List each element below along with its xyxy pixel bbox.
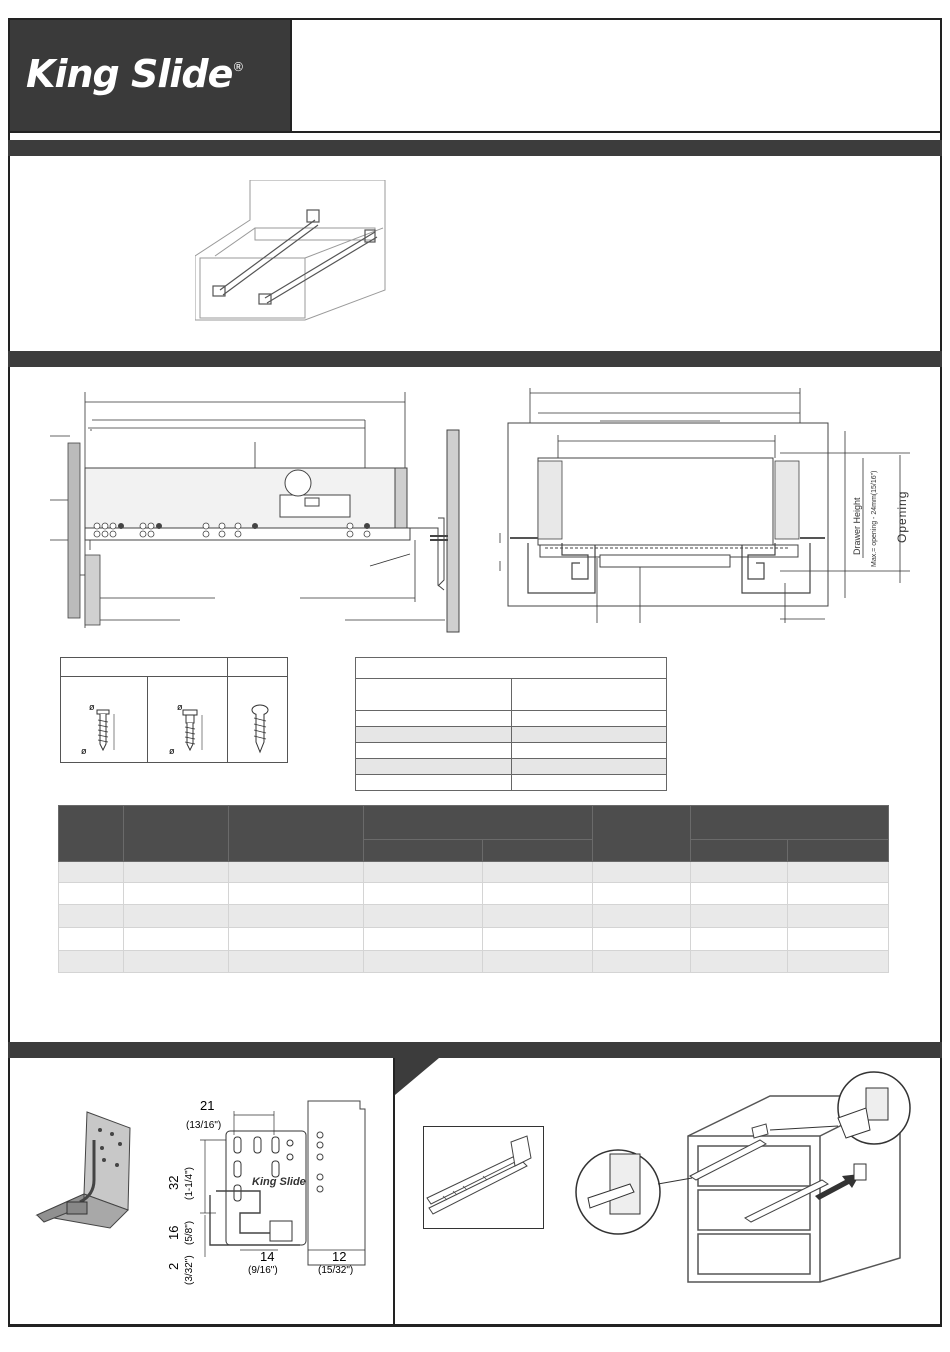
euro-screw-icon (169, 700, 209, 758)
screw-table-header-rule (61, 676, 287, 677)
table-cell (59, 862, 124, 883)
header-bottom-rule (8, 131, 942, 133)
table-header-cell (59, 806, 124, 862)
table-cell (788, 951, 889, 973)
table-cell (59, 928, 124, 951)
table-cell (229, 928, 364, 951)
cabinet-install-illustration (570, 1068, 925, 1286)
table-cell (229, 951, 364, 973)
flat-head-screw-icon (81, 700, 121, 758)
table-cell (356, 759, 512, 775)
slide-closeup-illustration (423, 1126, 545, 1230)
dim-side-3-inch: (3/32") (184, 1255, 195, 1285)
table-cell (356, 679, 512, 711)
bracket-brand-stamp: King Slide (252, 1176, 306, 1188)
table-cell (593, 862, 691, 883)
section-band-1 (8, 140, 942, 156)
table-cell (356, 743, 512, 759)
table-cell (593, 883, 691, 905)
table-cell (483, 905, 593, 928)
bracket-dimension-drawing (160, 1095, 385, 1285)
table-row (59, 862, 889, 883)
bottom-rule (8, 1324, 942, 1327)
table-cell (356, 775, 512, 791)
table-cell (512, 727, 667, 743)
dim-top: 21 (200, 1098, 215, 1113)
dim-side-1-inch: (1-1/4") (184, 1166, 195, 1200)
table-cell (593, 951, 691, 973)
diameter-mark: ø (177, 702, 183, 712)
table-cell (512, 679, 667, 711)
table-cell (364, 883, 483, 905)
table-header-cell (691, 839, 788, 861)
dim-side-2-inch: (5/8") (184, 1220, 195, 1245)
table-row (59, 905, 889, 928)
table-cell (229, 883, 364, 905)
opening-label: Opening (895, 490, 909, 543)
dim-side-3: 2 (166, 1262, 181, 1270)
dim-bottom-2: 12 (332, 1249, 347, 1264)
wood-screw-icon (245, 702, 275, 756)
table-cell (124, 905, 229, 928)
front-view-drawing (480, 383, 920, 633)
table-header-cell (364, 806, 593, 840)
brand-name: King Slide (26, 52, 233, 96)
header-divider (290, 20, 292, 132)
table-cell (512, 743, 667, 759)
table-cell (512, 759, 667, 775)
table-cell (59, 905, 124, 928)
table-cell (483, 862, 593, 883)
dim-top-inch: (13/16") (186, 1120, 222, 1131)
dim-bottom-2-inch: (15/32") (318, 1265, 354, 1276)
table-row (59, 883, 889, 905)
section-3-divider (393, 1058, 395, 1324)
diameter-mark: ø (81, 746, 87, 756)
table-header-cell (483, 839, 593, 861)
table-row (356, 711, 667, 727)
table-cell (788, 905, 889, 928)
table-cell (124, 928, 229, 951)
table-cell (691, 928, 788, 951)
table-cell (229, 862, 364, 883)
table-cell (356, 711, 512, 727)
table-cell (788, 928, 889, 951)
spec-table (355, 657, 667, 791)
table-header-cell (691, 806, 889, 840)
screw-table-divider-2 (227, 658, 228, 762)
registered-mark: ® (232, 60, 244, 74)
table-cell (124, 862, 229, 883)
table-cell (691, 905, 788, 928)
table-row (59, 928, 889, 951)
drawer-height-max-label: Max.= opening - 24mm(15/16") (871, 470, 878, 567)
drawer-isometric-illustration (195, 180, 395, 330)
table-cell (512, 775, 667, 791)
table-header-cell (788, 839, 889, 861)
brand-logo (26, 52, 243, 96)
table-cell (691, 883, 788, 905)
table-row (356, 759, 667, 775)
screw-table (60, 657, 288, 763)
diameter-mark: ø (89, 702, 95, 712)
table-cell (364, 905, 483, 928)
table-cell (356, 658, 667, 679)
side-view-drawing (30, 380, 470, 638)
table-cell (593, 928, 691, 951)
table-header-cell (593, 806, 691, 862)
table-cell (356, 727, 512, 743)
table-row (59, 951, 889, 973)
table-header-row (59, 806, 889, 840)
table-cell (364, 862, 483, 883)
dim-side-2: 16 (166, 1225, 181, 1240)
table-cell (691, 862, 788, 883)
screw-table-divider-1 (147, 676, 148, 762)
table-cell (364, 928, 483, 951)
rear-bracket-illustration (32, 1110, 144, 1230)
model-table (58, 805, 889, 973)
table-cell (59, 951, 124, 973)
section-band-2 (8, 351, 942, 367)
table-header-cell (124, 806, 229, 862)
table-header-cell (364, 839, 483, 861)
diameter-mark: ø (169, 746, 175, 756)
drawer-height-label: Drawer Height (852, 497, 862, 555)
table-cell (124, 883, 229, 905)
dim-bottom-1-inch: (9/16") (248, 1265, 278, 1276)
table-row (356, 727, 667, 743)
table-cell (483, 951, 593, 973)
table-cell (788, 862, 889, 883)
table-cell (691, 951, 788, 973)
table-header-cell (229, 806, 364, 862)
table-cell (788, 883, 889, 905)
table-row (356, 679, 667, 711)
table-cell (512, 711, 667, 727)
dim-side-1: 32 (166, 1175, 181, 1190)
table-cell (593, 905, 691, 928)
table-cell (483, 883, 593, 905)
table-cell (124, 951, 229, 973)
table-row (356, 743, 667, 759)
table-cell (483, 928, 593, 951)
corner-tab (395, 1058, 440, 1096)
table-cell (59, 883, 124, 905)
table-row (356, 775, 667, 791)
table-row (356, 658, 667, 679)
section-band-3 (8, 1042, 942, 1058)
table-cell (229, 905, 364, 928)
table-cell (364, 951, 483, 973)
dim-bottom-1: 14 (260, 1249, 275, 1264)
